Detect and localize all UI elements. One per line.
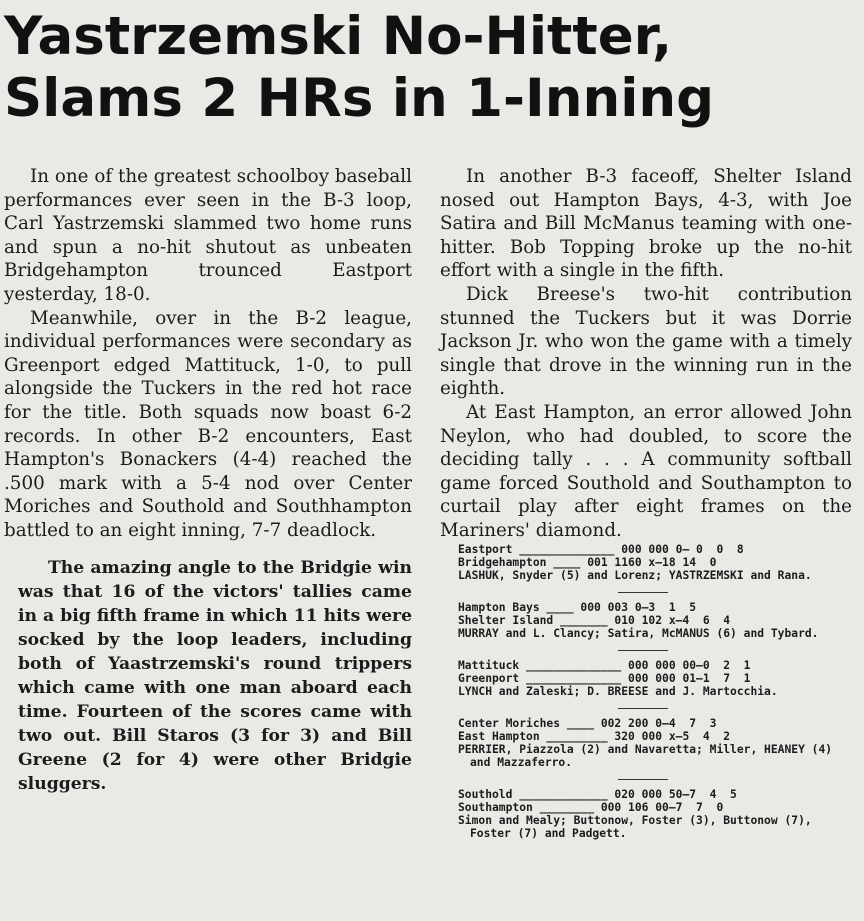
box-score-pitchers: MURRAY and L. Clancy; Satira, McMANUS (6) and Tybard.	[458, 626, 819, 640]
box-score-pitchers: LASHUK, Snyder (5) and Lorenz; YASTRZEMSKI and Rana.	[458, 568, 812, 582]
box-score-team-line: Shelter Island _______ 010 102 x—4 6 4	[458, 613, 731, 627]
box-score-divider	[618, 779, 668, 780]
box-score-team-line: Southold _____________ 020 000 50—7 4 5	[458, 787, 737, 801]
box-score-team-line: Southampton ________ 000 106 00—7 7 0	[458, 800, 724, 814]
box-score-team-line: Eastport ______________ 000 000 0— 0 0 8	[458, 542, 744, 556]
box-scores	[458, 543, 852, 840]
article-paragraph: In another B-3 faceoff, Shelter Island nosed out Hampton Bays, 4-3, with Joe Satira and Bill McManus teaming with one-hitter. Bob Topping broke up the no-hit effort with a single in the fifth.	[440, 166, 852, 282]
box-score-divider	[618, 592, 668, 593]
article-paragraph-bold: The amazing angle to the Bridgie win was that 16 of the victors' tallies came in a big fifth frame in which 11 hits were socked by the loop leaders, including both of Yaastrzemski's round trippers which came with one man aboard each time. Fourteen of the scores came with two out. Bill Staros (3 for 3) and Bill Greene (2 for 4) were other Bridgie sluggers.	[18, 557, 412, 794]
article-paragraph: In one of the greatest schoolboy baseball performances ever seen in the B-3 loop, Carl Yastrzemski slammed two home runs and spun a no-hit shutout as unbeaten Bridgehampton trounced Eastport yesterday, 18-0.	[4, 166, 412, 305]
right-column	[440, 165, 852, 840]
box-score-team-line: Greenport ______________ 000 000 01—1 7 1	[458, 671, 751, 685]
box-score-pitchers: LYNCH and Zaleski; D. BREESE and J. Martocchia.	[458, 684, 778, 698]
box-score-team-line: Mattituck ______________ 000 000 00—0 2 1	[458, 658, 751, 672]
box-score	[458, 601, 852, 640]
article-paragraph: At East Hampton, an error allowed John Neylon, who had doubled, to score the deciding tally . . . A community softball game forced Southold and Southampton to curtail play after eight frames on the Mariners' diamond.	[440, 401, 852, 541]
article-paragraph: Dick Breese's two-hit contribution stunned the Tuckers but it was Dorrie Jackson Jr. who won the game with a timely single that drove in the winning run in the eighth.	[440, 283, 852, 400]
box-score	[458, 659, 852, 698]
box-score-pitchers: PERRIER, Piazzola (2) and Navaretta; Miller, HEANEY (4) and Mazzaferro.	[458, 742, 833, 769]
box-score-pitchers: Simon and Mealy; Buttonow, Foster (3), Buttonow (7), Foster (7) and Padgett.	[458, 813, 812, 840]
headline-line-2: Slams 2 HRs in 1-Inning	[4, 68, 715, 129]
box-score-team-line: Hampton Bays ____ 000 003 0—3 1 5	[458, 600, 697, 614]
box-score	[458, 543, 852, 582]
box-score-team-line: East Hampton _________ 320 000 x—5 4 2	[458, 729, 731, 743]
article-paragraph: Meanwhile, over in the B-2 league, individual performances were secondary as Greenport edged Mattituck, 1-0, to pull alongside the Tuckers in the red hot race for the title. Both squads now boast 6-2 records. In other B-2 encounters, East Hampton's Bonackers (4-4) reached the .500 mark with a 5-4 nod over Center Moriches and Southold and Southhampton battled to an eight inning, 7-7 deadlock.	[4, 307, 412, 541]
left-column	[4, 165, 412, 796]
headline	[4, 6, 860, 130]
box-score-team-line: Bridgehampton ____ 001 1160 x—18 14 0	[458, 555, 717, 569]
headline-line-1: Yastrzemski No-Hitter,	[4, 6, 673, 67]
box-score	[458, 717, 852, 769]
box-score	[458, 788, 852, 840]
box-score-divider	[618, 708, 668, 709]
box-score-team-line: Center Moriches ____ 002 200 0—4 7 3	[458, 716, 717, 730]
box-score-divider	[618, 650, 668, 651]
